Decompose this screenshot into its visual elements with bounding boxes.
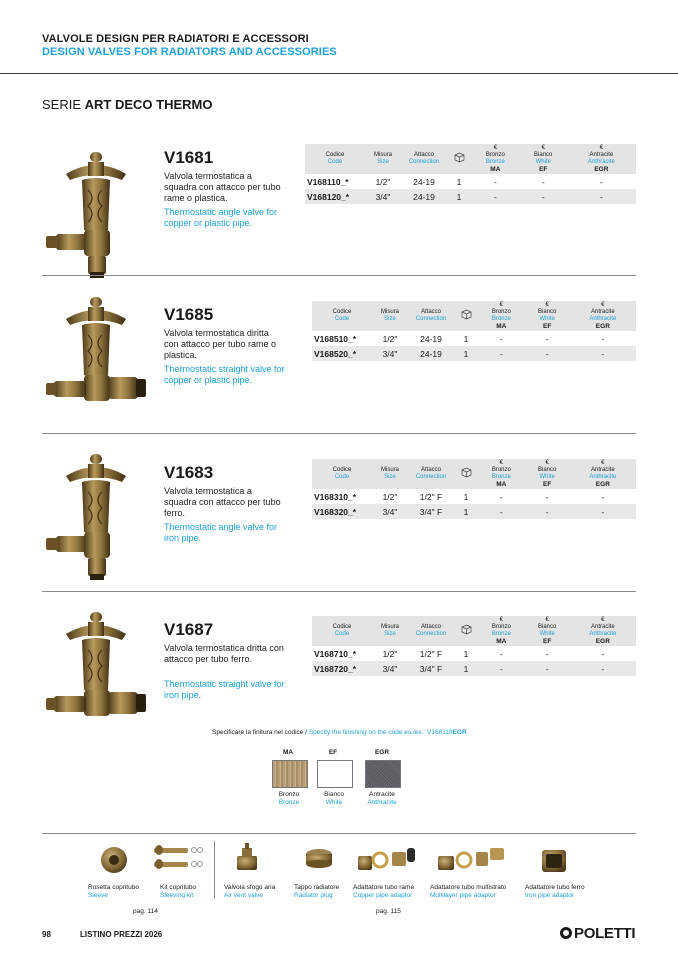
col-white: € Bianco White EF bbox=[525, 616, 570, 646]
price-table-header bbox=[312, 459, 636, 489]
swatch-label-ma: MA bbox=[282, 749, 294, 756]
product-description-en: Thermostatic straight valve for iron pipe. bbox=[164, 679, 285, 700]
row-connection: 3/4" F bbox=[408, 504, 454, 519]
swatch-label-ef: EF bbox=[328, 749, 338, 756]
price-table-header bbox=[312, 616, 636, 646]
logo-mark-icon bbox=[560, 927, 572, 939]
page-number: 98 bbox=[42, 930, 51, 939]
row-price-white: - bbox=[525, 661, 570, 676]
row-code: V168510_* bbox=[312, 331, 372, 346]
col-white: € Bianco White EF bbox=[520, 144, 567, 174]
row-price-bronze: - bbox=[478, 346, 525, 361]
accessory-multilayer-adaptor: Adattatore tubo multistrato Multilayer pipe adaptor bbox=[430, 884, 507, 899]
air-vent-valve-icon bbox=[237, 843, 257, 870]
col-code: Codice Code bbox=[312, 459, 372, 489]
row-size: 1/2" bbox=[372, 489, 408, 504]
row-price-anthracite: - bbox=[570, 489, 636, 504]
row-size: 3/4" bbox=[372, 661, 408, 676]
swatch-white bbox=[317, 760, 353, 788]
product-description-it: Valvola termostatica a squadra con attacco per tubo ferro. bbox=[164, 486, 281, 518]
row-price-bronze: - bbox=[478, 489, 525, 504]
row-price-bronze: - bbox=[471, 174, 520, 189]
row-qty: 1 bbox=[454, 489, 478, 504]
swatch-bronze bbox=[272, 760, 308, 788]
col-bronze: € Bronzo Bronze MA bbox=[471, 144, 520, 174]
product-description-en: Thermostatic angle valve for iron pipe. bbox=[164, 522, 278, 543]
package-icon bbox=[454, 616, 478, 646]
page-ref-right: pag. 115 bbox=[376, 908, 401, 915]
table-row bbox=[312, 489, 636, 504]
package-icon bbox=[454, 301, 478, 331]
row-price-bronze: - bbox=[471, 189, 520, 204]
row-qty: 1 bbox=[454, 661, 478, 676]
row-code: V168520_* bbox=[312, 346, 372, 361]
multilayer-pipe-adaptor-icon bbox=[438, 848, 504, 870]
row-price-bronze: - bbox=[478, 331, 525, 346]
row-connection: 24-19 bbox=[401, 174, 447, 189]
sleeve-icon bbox=[101, 847, 127, 873]
col-connection: Attacco Connection bbox=[401, 144, 447, 174]
row-price-anthracite: - bbox=[567, 174, 636, 189]
row-connection: 24-19 bbox=[408, 331, 454, 346]
col-code: Codice Code bbox=[312, 616, 372, 646]
row-price-bronze: - bbox=[478, 661, 525, 676]
product-description-en: Thermostatic angle valve for copper or plastic pipe. bbox=[164, 207, 278, 228]
row-code: V168120_* bbox=[305, 189, 365, 204]
table-row bbox=[312, 331, 636, 346]
col-anthracite: € Antracite Anthracite EGR bbox=[570, 459, 636, 489]
section-divider bbox=[42, 591, 636, 592]
row-connection: 1/2" F bbox=[408, 646, 454, 661]
accessory-radiator-plug: Tappo radiatore Radiator plug bbox=[294, 884, 340, 899]
series-prefix: SERIE bbox=[42, 97, 82, 112]
product-code: V1687 bbox=[164, 620, 214, 639]
col-code: Codice Code bbox=[312, 301, 372, 331]
row-code: V168110_* bbox=[305, 174, 365, 189]
table-row bbox=[305, 189, 636, 204]
product-code: V1683 bbox=[164, 463, 214, 482]
row-connection: 24-19 bbox=[401, 189, 447, 204]
row-size: 1/2" bbox=[372, 646, 408, 661]
package-icon bbox=[447, 144, 471, 174]
series-name: ART DECO THERMO bbox=[84, 97, 213, 112]
row-size: 3/4" bbox=[372, 504, 408, 519]
copper-pipe-adaptor-icon bbox=[358, 848, 415, 870]
header-title-it: VALVOLE DESIGN PER RADIATORI E ACCESSORI bbox=[42, 33, 309, 45]
row-size: 3/4" bbox=[372, 346, 408, 361]
row-price-anthracite: - bbox=[570, 346, 636, 361]
product-description-it: Valvola termostatica a squadra con attacco per tubo rame o plastica. bbox=[164, 171, 281, 203]
accessory-air-vent-valve: Valvola sfogo aria Air vent valve bbox=[224, 884, 276, 899]
row-qty: 1 bbox=[454, 331, 478, 346]
col-bronze: € Bronzo Bronze MA bbox=[478, 301, 525, 331]
col-white: € Bianco White EF bbox=[525, 459, 570, 489]
price-table bbox=[312, 301, 636, 361]
col-connection: Attacco Connection bbox=[408, 301, 454, 331]
finish-note-en: Specify the finishing on the code es./ex.: V168110 bbox=[308, 729, 453, 736]
table-row bbox=[312, 346, 636, 361]
row-connection: 1/2" F bbox=[408, 489, 454, 504]
footer-title: LISTINO PREZZI 2026 bbox=[80, 930, 163, 939]
row-qty: 1 bbox=[447, 189, 471, 204]
row-price-anthracite: - bbox=[567, 189, 636, 204]
page-ref-left: pag. 114 bbox=[133, 908, 158, 915]
col-anthracite: € Antracite Anthracite EGR bbox=[570, 616, 636, 646]
row-code: V168320_* bbox=[312, 504, 372, 519]
col-size: Misura Size bbox=[372, 301, 408, 331]
product-description-en: Thermostatic straight valve for copper or plastic pipe. bbox=[164, 364, 285, 385]
swatch-anthracite bbox=[365, 760, 401, 788]
col-anthracite: € Antracite Anthracite EGR bbox=[567, 144, 636, 174]
col-bronze: € Bronzo Bronze MA bbox=[478, 459, 525, 489]
price-table bbox=[312, 459, 636, 519]
row-price-anthracite: - bbox=[570, 661, 636, 676]
finish-note-code: EGR bbox=[452, 729, 467, 736]
col-bronze: € Bronzo Bronze MA bbox=[478, 616, 525, 646]
product-code: V1685 bbox=[164, 305, 214, 324]
accessories-divider bbox=[42, 833, 636, 834]
row-price-bronze: - bbox=[478, 646, 525, 661]
row-price-anthracite: - bbox=[570, 504, 636, 519]
product-image-v1687 bbox=[44, 610, 148, 740]
iron-pipe-adaptor-icon bbox=[542, 850, 566, 872]
col-connection: Attacco Connection bbox=[408, 616, 454, 646]
col-connection: Attacco Connection bbox=[408, 459, 454, 489]
row-price-white: - bbox=[525, 646, 570, 661]
package-icon bbox=[454, 459, 478, 489]
price-table-header bbox=[312, 301, 636, 331]
price-table bbox=[305, 144, 636, 204]
col-size: Misura Size bbox=[372, 459, 408, 489]
header-title-en: DESIGN VALVES FOR RADIATORS AND ACCESSORIES bbox=[42, 46, 337, 58]
accessory-copper-adaptor: Adattatore tubo rame Copper pipe adaptor bbox=[353, 884, 415, 899]
row-code: V168310_* bbox=[312, 489, 372, 504]
swatch-label-egr: EGR bbox=[374, 749, 390, 756]
row-qty: 1 bbox=[454, 504, 478, 519]
product-image-v1681 bbox=[44, 150, 148, 280]
row-code: V168710_* bbox=[312, 646, 372, 661]
swatch-name-anthracite: Antracite Anthracite bbox=[367, 791, 397, 806]
row-price-anthracite: - bbox=[570, 646, 636, 661]
table-row bbox=[305, 174, 636, 189]
table-row bbox=[312, 661, 636, 676]
table-row bbox=[312, 504, 636, 519]
col-size: Misura Size bbox=[365, 144, 401, 174]
product-image-v1683 bbox=[44, 452, 148, 582]
row-price-white: - bbox=[520, 189, 567, 204]
row-size: 1/2" bbox=[365, 174, 401, 189]
row-price-white: - bbox=[525, 504, 570, 519]
row-price-anthracite: - bbox=[570, 331, 636, 346]
row-size: 3/4" bbox=[365, 189, 401, 204]
col-code: Codice Code bbox=[305, 144, 365, 174]
swatch-name-bronze: Bronzo Bronze bbox=[278, 791, 300, 806]
radiator-plug-icon bbox=[306, 849, 332, 868]
series-title bbox=[42, 97, 212, 112]
col-anthracite: € Antracite Anthracite EGR bbox=[570, 301, 636, 331]
row-connection: 3/4" F bbox=[408, 661, 454, 676]
row-price-bronze: - bbox=[478, 504, 525, 519]
brand-logo: POLETTI bbox=[560, 925, 635, 942]
row-connection: 24-19 bbox=[408, 346, 454, 361]
row-qty: 1 bbox=[447, 174, 471, 189]
col-size: Misura Size bbox=[372, 616, 408, 646]
finish-note bbox=[212, 729, 467, 736]
row-price-white: - bbox=[525, 489, 570, 504]
price-table-header bbox=[305, 144, 636, 174]
row-size: 1/2" bbox=[372, 331, 408, 346]
accessory-sleeving-kit: Kit copritubo Sleeving kit bbox=[160, 884, 197, 899]
row-price-white: - bbox=[525, 346, 570, 361]
header-divider bbox=[0, 73, 678, 74]
product-code: V1681 bbox=[164, 148, 214, 167]
accessories-images bbox=[42, 838, 636, 884]
accessory-sleeve: Rosetta copritubo Sleeve bbox=[88, 884, 139, 899]
finish-note-it: Specificare la finitura nel codice / bbox=[212, 729, 308, 736]
table-row bbox=[312, 646, 636, 661]
section-divider bbox=[42, 275, 636, 276]
row-qty: 1 bbox=[454, 646, 478, 661]
row-qty: 1 bbox=[454, 346, 478, 361]
sleeving-kit-icon bbox=[154, 845, 203, 869]
col-white: € Bianco White EF bbox=[525, 301, 570, 331]
row-price-white: - bbox=[525, 331, 570, 346]
product-description-it: Valvola termostatica diritta con attacco per tubo rame o plastica. bbox=[164, 328, 277, 360]
swatch-name-white: Bianco White bbox=[324, 791, 344, 806]
product-description-it: Valvola termostatica dritta con attacco per tubo ferro. bbox=[164, 643, 284, 664]
product-image-v1685 bbox=[44, 295, 148, 425]
row-price-white: - bbox=[520, 174, 567, 189]
price-table bbox=[312, 616, 636, 676]
row-code: V168720_* bbox=[312, 661, 372, 676]
section-divider bbox=[42, 433, 636, 434]
accessory-iron-adaptor: Adattatore tubo ferro Iron pipe adaptor bbox=[525, 884, 585, 899]
